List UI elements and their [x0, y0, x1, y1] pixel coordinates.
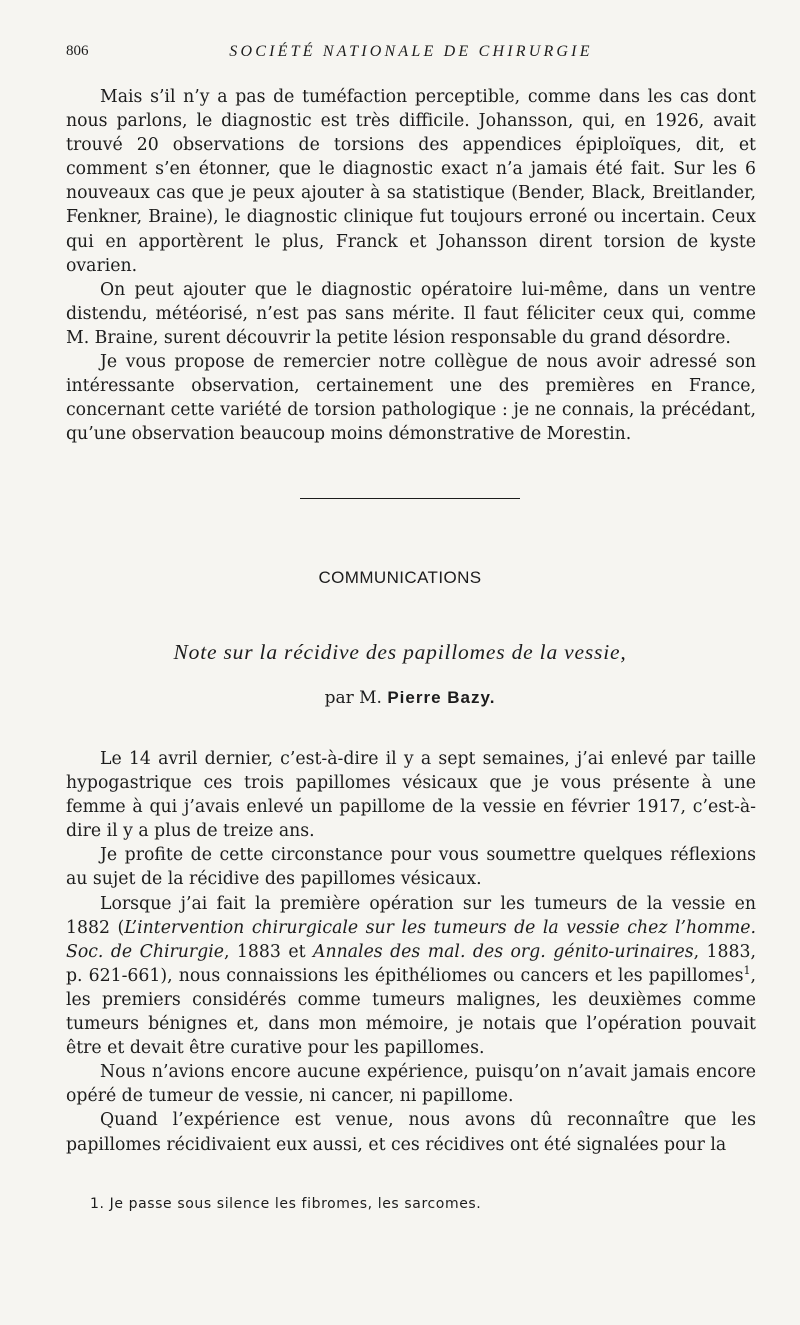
author-name: Pierre Bazy.: [387, 688, 496, 707]
footnote-reference: 1: [743, 964, 751, 978]
communication-title: Note sur la récidive des papillomes de la vessie,: [173, 640, 627, 664]
citation-title: L’intervention chirurgicale sur les tumeurs de la vessie chez l’homme. Soc. de Chirurgie: [66, 917, 756, 962]
page-header: [66, 43, 756, 67]
paragraph: Le 14 avril dernier, c’est-à-dire il y a sept semaines, j’ai enlevé par taille hypogastrique ces trois papillomes vésicaux que je vous présente à une femme à qui j’avais enlevé un papillome de la vessie en février 1917, c’est-à-dire il y a plus de treize ans.: [66, 749, 756, 842]
text-run: , 1883 et: [223, 941, 313, 962]
paragraph: Quand l’expérience est venue, nous avons dû reconnaître que les papillomes récidivaient eux aussi, et ces récidives ont été signalées pour la: [66, 1110, 756, 1155]
paragraph: On peut ajouter que le diagnostic opératoire lui-même, dans un ventre distendu, météorisé, n’est pas sans mérite. Il faut féliciter ceux qui, comme M. Braine, surent découvrir la petite lésion responsable du grand désordre.: [66, 279, 756, 348]
paragraph: [66, 892, 756, 1061]
paragraph: Mais s’il n’y a pas de tuméfaction perceptible, comme dans les cas dont nous parlons, le diagnostic est très difficile. Johansson, qui, en 1926, avait trouvé 20 observations de torsions des appendices épiploïques, dit, et comment s’en étonner, que le diagnostic exact n’a jamais été fait. Sur les 6 nouveaux cas que je peux ajouter à sa statistique (Bender, Black, Breitlander, Fenkner, Braine), le diagnostic clinique fut toujours erroné ou incertain. Ceux qui en apportèrent le plus, Franck et Johansson dirent torsion de kyste ovarien.: [66, 87, 756, 276]
text-run: , 1883, p. 621-661), nous connaissions les épithéliomes ou cancers et les papillomes: [66, 941, 757, 986]
paragraph: Nous n’avions encore aucune expérience, puisqu’on n’avait jamais encore opéré de tumeur de vessie, ni cancer, ni papillome.: [66, 1062, 756, 1107]
text-run: , les premiers considérés comme tumeurs malignes, les deuxièmes comme tumeurs bénignes et, dans mon mémoire, je notais que l’opération pouvait être et devait être curative pour les papillomes.: [66, 965, 756, 1059]
previous-report-text: [66, 85, 756, 446]
paragraph: Je profite de cette circonstance pour vous soumettre quelques réflexions au sujet de la récidive des papillomes vésicaux.: [66, 845, 756, 890]
footnote: 1. Je passe sous silence les fibromes, les sarcomes.: [90, 1196, 482, 1212]
communication-text: [66, 747, 756, 1157]
citation-journal: Annales des mal. des org. génito-urinaires: [313, 941, 694, 962]
page-number: 806: [66, 43, 89, 59]
paragraph: Je vous propose de remercier notre collègue de nous avoir adressé son intéressante observation, certainement une des premières en France, concernant cette variété de torsion pathologique : je ne connais, la précédant, qu’une observation beaucoup moins démonstrative de Morestin.: [66, 352, 756, 445]
text-run: Lorsque j’ai fait la première opération sur les tumeurs de la vessie en 1882 (: [66, 893, 756, 938]
byline: [0, 688, 800, 708]
running-head: SOCIÉTÉ NATIONALE DE CHIRURGIE: [229, 43, 593, 60]
section-heading: COMMUNICATIONS: [318, 568, 482, 587]
section-divider: [300, 498, 520, 499]
byline-prefix: par M.: [324, 688, 388, 708]
